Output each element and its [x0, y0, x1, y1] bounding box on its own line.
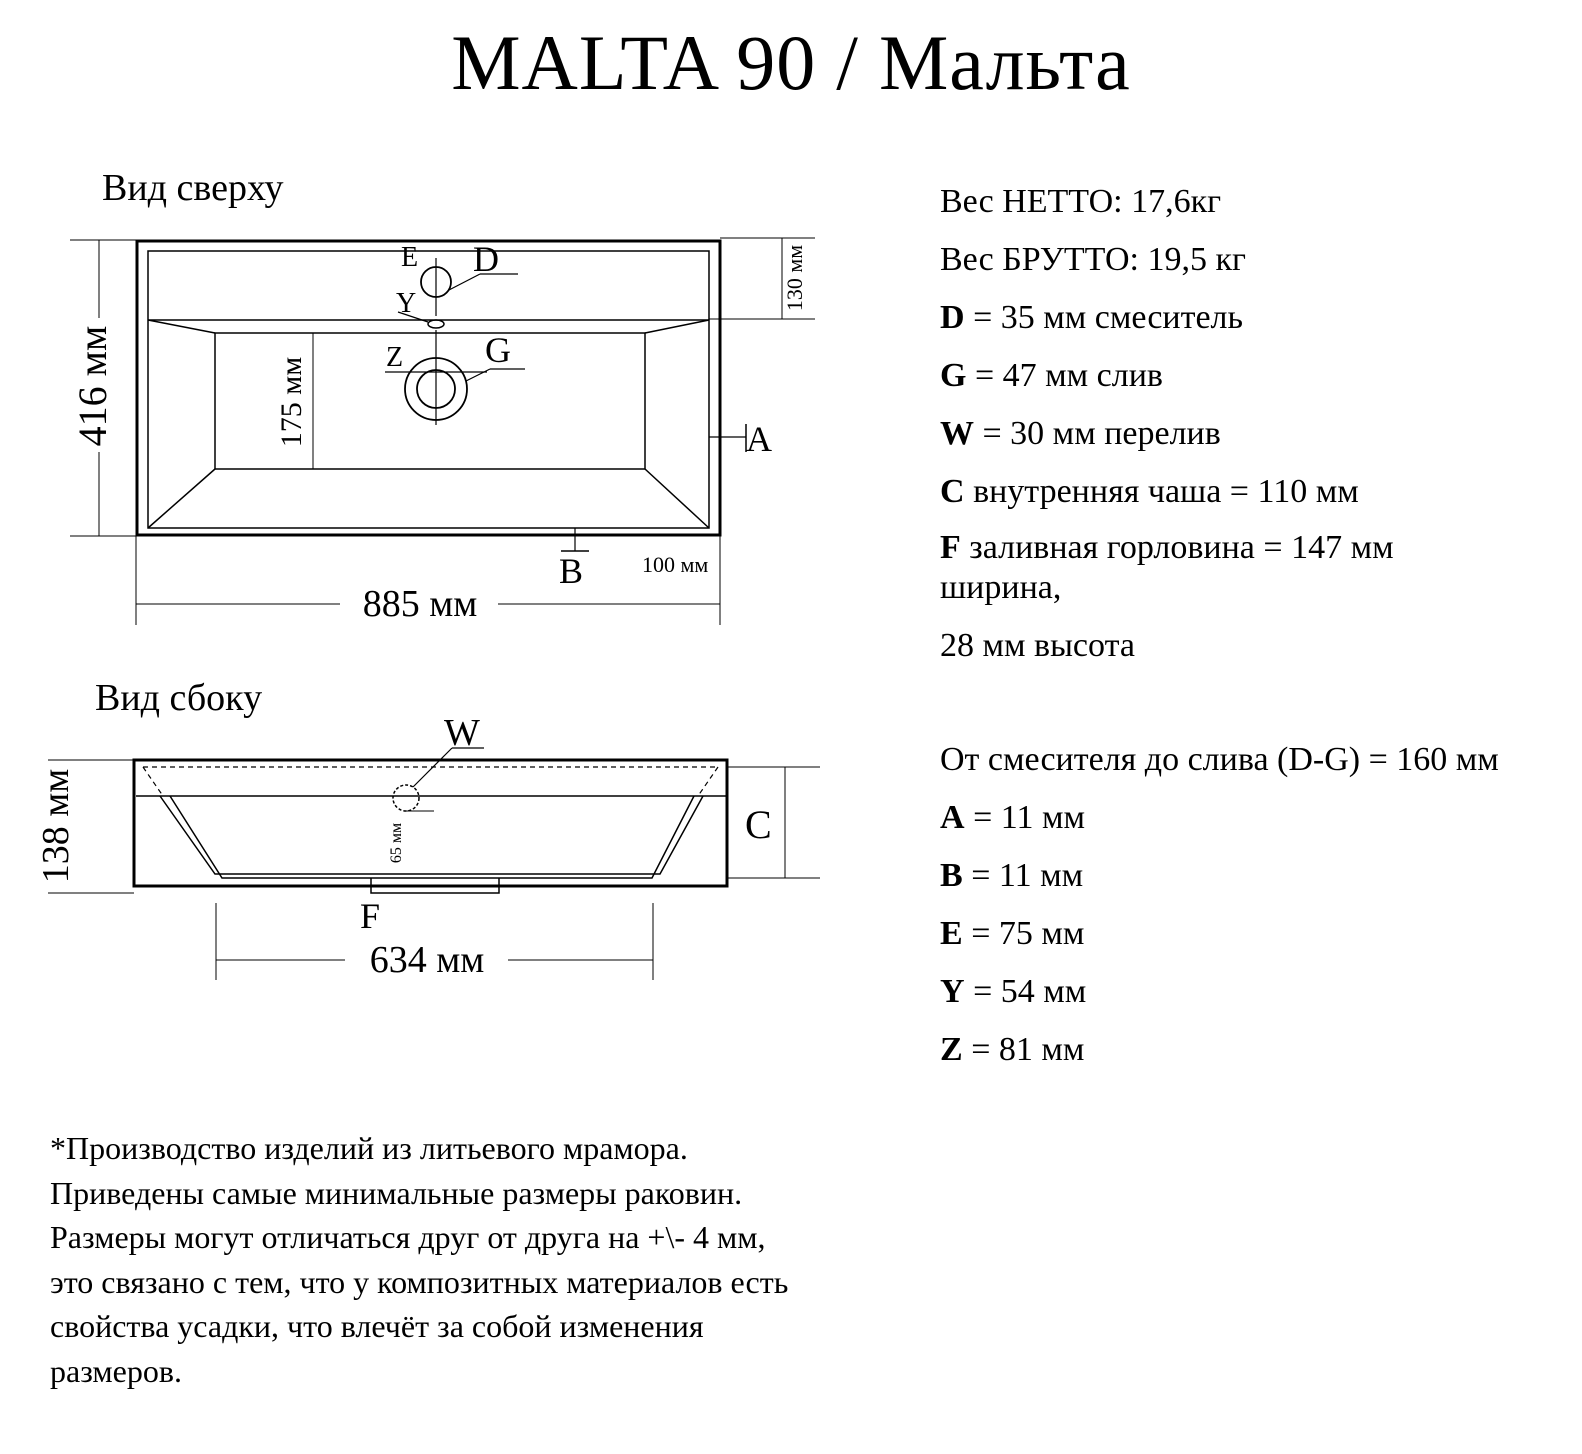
spec-key: Z	[940, 1031, 963, 1068]
spec-value: = 30 мм перелив	[974, 415, 1221, 452]
spec-weight-gross: Вес БРУТТО: 19,5 кг	[940, 241, 1246, 278]
footnote	[50, 1126, 950, 1393]
marker-c: C	[745, 802, 772, 847]
side-view-outline	[134, 760, 727, 886]
marker-d: D	[473, 239, 499, 279]
footnote-line: *Производство изделий из литьевого мрамора.	[50, 1130, 688, 1166]
top-view-heading: Вид сверху	[102, 167, 284, 209]
deck-dimension-label: 130 мм	[782, 244, 807, 312]
spec-f-height: 28 мм высота	[940, 627, 1135, 664]
spec-value: = 47 мм слив	[966, 357, 1163, 394]
spec-value: = 35 мм смеситель	[964, 299, 1244, 336]
side-view-heading: Вид сбоку	[95, 677, 263, 719]
spec-key: Y	[940, 973, 965, 1010]
overflow-height-label: 65 мм	[388, 822, 405, 864]
spec-value: = 81 мм	[962, 1031, 1085, 1068]
spec-key: E	[940, 915, 963, 952]
spec-key: G	[940, 357, 967, 394]
spec-value: = 54 мм	[964, 973, 1087, 1010]
spec-w	[940, 410, 1560, 468]
spec-b	[940, 852, 1560, 910]
marker-z: Z	[386, 342, 404, 373]
top-view-outline	[137, 241, 720, 535]
spec-z	[940, 1026, 1560, 1084]
side-rim-dashed	[143, 767, 163, 796]
spec-y	[940, 968, 1560, 1026]
bowl-slope-bl	[148, 469, 215, 528]
marker-f: F	[360, 896, 381, 936]
marker-a: A	[746, 419, 772, 459]
spec-key: C	[940, 473, 965, 510]
spec-key: B	[940, 857, 963, 894]
specs-list	[940, 178, 1560, 1084]
spec-value: = 75 мм	[962, 915, 1085, 952]
marker-y: Y	[396, 288, 417, 319]
spec-key: W	[940, 415, 974, 452]
width-dimension-label: 885 мм	[362, 583, 478, 625]
side-bowl-profile-outer	[160, 796, 703, 874]
footnote-line: это связано с тем, что у композитных материалов есть	[50, 1263, 789, 1300]
side-width-dimension-label: 634 мм	[369, 939, 485, 981]
marker-b: B	[559, 551, 584, 591]
spec-a	[940, 794, 1560, 852]
spec-value: = 11 мм	[962, 857, 1084, 894]
spec-key: D	[940, 299, 965, 336]
overflow-slot	[428, 320, 444, 328]
spec-d	[940, 294, 1560, 352]
top-view-rim	[148, 251, 709, 528]
marker-g: G	[485, 330, 511, 370]
title-separator: /	[836, 19, 859, 106]
footnote-line: размеров.	[50, 1352, 182, 1389]
spec-e	[940, 910, 1560, 968]
spec-value: = 11 мм	[964, 799, 1086, 836]
spec-weight-net: Вес НЕТТО: 17,6кг	[940, 183, 1222, 220]
bowl-dimension-label: 175 мм	[275, 356, 308, 448]
spec-c	[940, 468, 1560, 526]
spec-g	[940, 352, 1560, 410]
bowl-slope-br	[645, 469, 709, 528]
spec-gap	[940, 680, 1560, 736]
side-rim-dashed-r	[698, 767, 718, 796]
side-bowl-profile-inner	[170, 796, 694, 878]
drain-leader	[466, 369, 490, 381]
depth-dimension-label: 416 мм	[70, 325, 115, 447]
spec-value: внутренняя чаша = 110 мм	[964, 473, 1359, 510]
spec-f-width: ширина,	[940, 569, 1062, 606]
footnote-line: Размеры могут отличаться друг от друга на +\- 4 мм,	[50, 1219, 766, 1255]
overflow-hole	[393, 785, 419, 811]
title-russian: Мальта	[878, 19, 1131, 106]
spec-key: A	[940, 799, 965, 836]
side-height-dimension-label: 138 мм	[35, 768, 77, 884]
spec-f	[940, 526, 1560, 570]
title-latin: MALTA 90	[451, 19, 817, 106]
footnote-line: свойства усадки, что влечёт за собой изменения	[50, 1308, 704, 1344]
bowl-slope-tl	[148, 320, 215, 333]
bowl-slope-tr	[645, 320, 709, 333]
edge-dimension-label: 100 мм	[642, 552, 709, 577]
spec-distance: От смесителя до слива (D-G) = 160 мм	[940, 741, 1499, 778]
spec-key: F	[940, 529, 961, 566]
footnote-line: Приведены самые минимальные размеры раковин.	[50, 1174, 743, 1211]
marker-w: W	[444, 712, 480, 754]
marker-e: E	[401, 242, 419, 273]
spec-value: заливная горловина = 147 мм	[960, 529, 1394, 566]
